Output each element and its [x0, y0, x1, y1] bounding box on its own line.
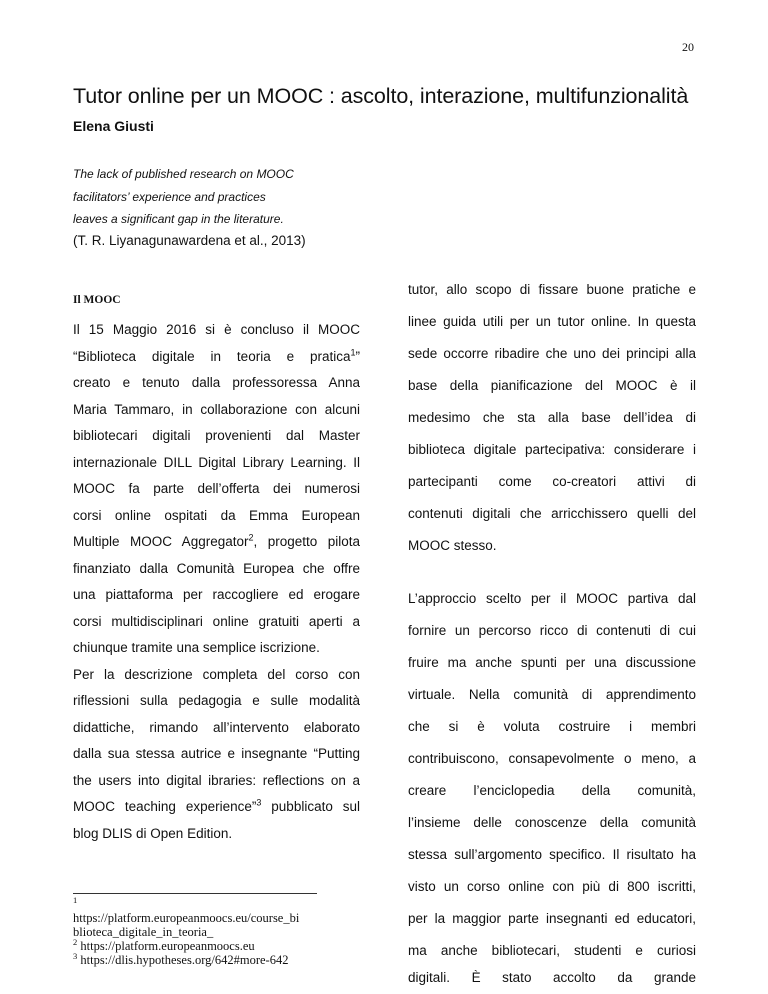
close-quote: ”: [355, 348, 360, 364]
epigraph-line: leaves a significant gap in the literature.: [73, 212, 284, 226]
article-title: Tutor online per un MOOC : ascolto, interazione, multifunzionalità: [73, 84, 689, 108]
footnote-1-line-1: https://platform.europeanmoocs.eu/course_bi: [73, 911, 300, 925]
paragraph-line: [73, 826, 360, 841]
paragraph-line: bibliotecari digitali provenienti dal Master: [73, 428, 360, 443]
paragraph-text: , progetto pilota: [253, 534, 360, 549]
paragraph-line: biblioteca digitale partecipativa: considerare i: [408, 442, 696, 457]
footnote-mark: 3: [73, 950, 78, 961]
footnote-text: https://platform.europeanmoocs.eu: [77, 939, 255, 953]
epigraph-line: facilitators’ experience and practices: [73, 190, 266, 204]
section-heading: Il MOOC: [73, 294, 121, 306]
paragraph-line: contribuiscono, consapevolmente o meno, a: [408, 751, 696, 766]
paragraph-line: finanziato dalla Comunità Europea che offre: [73, 560, 360, 576]
paragraph-line: tutor, allo scopo di fissare buone pratiche e: [408, 282, 696, 297]
footnote-ref-3: 3: [256, 799, 262, 808]
paragraph-line: Per la descrizione completa del corso con: [73, 666, 360, 682]
paragraph-text: blog DLIS di Open Edition.: [73, 825, 233, 841]
paragraph-line: sede occorre ribadire che uno dei principi alla: [408, 346, 696, 361]
paragraph-line: ma anche bibliotecari, studenti e curiosi: [408, 943, 696, 958]
paragraph-line: [73, 746, 360, 766]
paragraph-text: the users into digital ibraries: reflections on a: [73, 772, 360, 788]
paragraph-line: che si è voluta costruire i membri: [408, 719, 696, 734]
paragraph-line: riflessioni sulla pedagogia e sulle modalità: [73, 693, 360, 708]
paragraph-text: dalla sua stessa autrice e insegnante “Putting: [73, 746, 360, 761]
paragraph-line: contenuti digitali che arricchissero quelli del: [408, 506, 696, 521]
paragraph-line: fruire ma anche spunti per una discussione: [408, 655, 696, 670]
paragraph-text: Multiple MOOC Aggregator: [73, 534, 249, 549]
epigraph-line: The lack of published research on MOOC: [73, 167, 294, 181]
footnote-ref-2: 2: [248, 534, 254, 543]
paragraph-line: l’insieme delle conoscenze della comunità: [408, 815, 696, 830]
paragraph-line: visto un corso online con più di 800 iscritti,: [408, 879, 696, 894]
paragraph-text: “Biblioteca digitale in teoria e pratica: [73, 348, 351, 364]
paragraph-line: creare l’enciclopedia della comunità,: [408, 783, 696, 798]
paragraph-text: pubblicato sul: [261, 799, 360, 814]
paragraph-line: base della pianificazione del MOOC è il: [408, 378, 696, 393]
paragraph-line: [73, 773, 360, 793]
paragraph-line: linee guida utili per un tutor online. In questa: [408, 314, 696, 329]
footnote-3: [73, 950, 289, 968]
paragraph-line: chiunque tramite una semplice iscrizione.: [73, 640, 320, 655]
paragraph-line: MOOC stesso.: [408, 538, 497, 553]
footnote-text: https://dlis.hypotheses.org/642#more-642: [77, 953, 289, 967]
paragraph-line: internazionale DILL Digital Library Learning. Il: [73, 454, 360, 470]
paragraph-line: creato e tenuto dalla professoressa Anna: [73, 375, 360, 390]
paragraph-line: Maria Tammaro, in collaborazione con alcuni: [73, 401, 360, 417]
epigraph-citation: (T. R. Liyanagunawardena et al., 2013): [73, 233, 306, 248]
paragraph-line: L’approccio scelto per il MOOC partiva dal: [408, 591, 696, 606]
author-name: Elena Giusti: [73, 118, 154, 134]
footnote-1-mark: [73, 894, 78, 912]
paragraph-line: medesimo che sta alla base dell’idea di: [408, 410, 696, 425]
footnote-2: [73, 936, 255, 954]
paragraph-line: fornire un percorso ricco di contenuti di cui: [408, 623, 696, 638]
paragraph-line: stessa sull’argomento specifico. Il risultato ha: [408, 847, 696, 862]
page-number: 20: [682, 40, 694, 54]
paragraph-line: corsi online ospitati da Emma European: [73, 507, 360, 523]
paragraph-line: virtuale. Nella comunità di apprendimento: [408, 687, 696, 702]
footnote-mark: 2: [73, 936, 78, 947]
paragraph-line: una piattaforma per raccogliere ed erogare: [73, 587, 360, 602]
paragraph-line: partecipanti come co-creatori attivi di: [408, 474, 696, 489]
footnote-1-line-2: blioteca_digitale_in_teoria_: [73, 925, 214, 939]
paragraph-line: per la maggior parte insegnanti ed educatori,: [408, 911, 696, 926]
footnote-rule: [73, 893, 317, 894]
paragraph-text: MOOC teaching experience”: [73, 799, 257, 814]
paragraph-line: Il 15 Maggio 2016 si è concluso il MOOC: [73, 322, 360, 337]
paragraph-line: MOOC fa parte dell’offerta dei numerosi: [73, 481, 360, 496]
footnote-ref-1: 1: [350, 348, 356, 357]
footnote-mark: 1: [73, 894, 78, 905]
paragraph-line: [73, 799, 360, 819]
paragraph-line: [73, 534, 360, 554]
paragraph-line: digitali. È stato accolto da grande: [408, 970, 696, 985]
paragraph-line: corsi multidisciplinari online gratuiti aperti a: [73, 613, 360, 629]
paragraph-line: didattiche, rimando all’intervento elaborato: [73, 719, 360, 735]
paragraph-line: [73, 349, 360, 369]
